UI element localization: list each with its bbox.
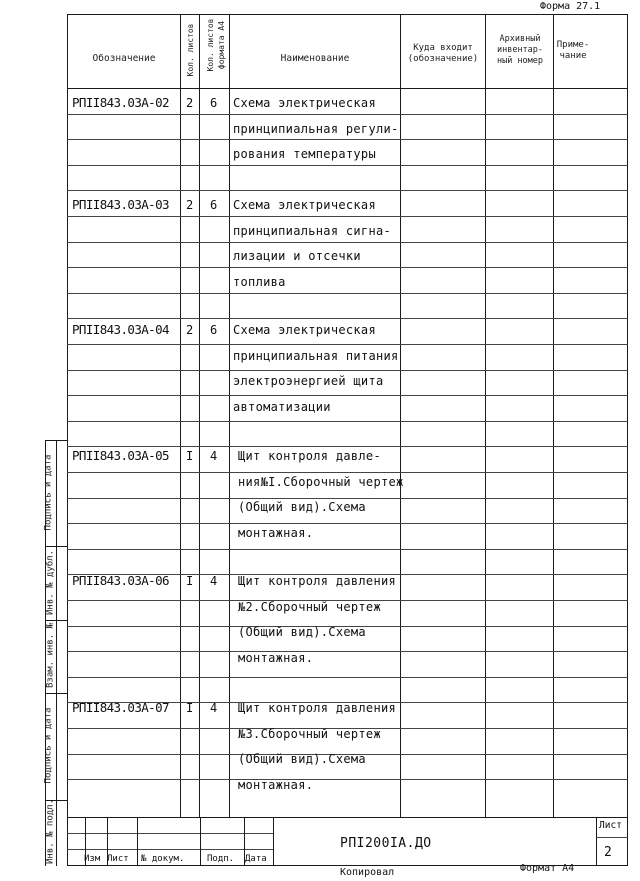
row-sheets: 2 [186, 96, 194, 110]
row-code: РПII843.03А-04 [72, 322, 169, 337]
header-note: Приме- чание [556, 40, 590, 61]
frame-right [627, 14, 628, 866]
row-line [67, 344, 628, 345]
side-sign-date-1: Подпись и дата [43, 454, 54, 531]
row-name-line: (Общий вид).Схема [238, 752, 366, 767]
row-format: 4 [210, 701, 218, 715]
row-sheets: 2 [186, 198, 194, 212]
col-line-6 [553, 14, 554, 817]
tb-row-2 [67, 849, 273, 850]
row-name-line: электроэнергией щита [233, 374, 384, 389]
row-name-line: монтажная. [238, 650, 314, 665]
row-line [67, 651, 628, 652]
row-line [67, 318, 628, 319]
row-name-line: Щит контроля давле- [238, 449, 381, 463]
row-name-line: монтажная. [238, 525, 314, 540]
col-line-3 [229, 14, 230, 817]
row-name-line: Щит контроля давления [238, 574, 397, 588]
row-line [67, 779, 628, 780]
footer-copied: Копировал [340, 867, 395, 878]
row-line [67, 370, 628, 371]
row-name-line: принципиальная питания [233, 348, 399, 363]
row-name-line: (Общий вид).Схема [238, 500, 366, 515]
row-line [67, 242, 628, 243]
row-line [67, 523, 628, 524]
row-line [67, 677, 628, 678]
tb-izm: Изм [84, 854, 101, 864]
row-line [67, 395, 628, 396]
col-line-4 [400, 14, 401, 817]
row-line [67, 293, 628, 294]
row-name-line: (Общий вид).Схема [238, 625, 366, 640]
row-name-line: ния№I.Сборочный чертеж [238, 474, 404, 489]
row-sheets: 2 [186, 323, 194, 337]
row-line [67, 421, 628, 422]
tb-date: Дата [245, 854, 267, 864]
row-format: 6 [210, 323, 218, 337]
header-archive: Архивный инвентар- ный номер [496, 34, 544, 66]
row-name-line: принципиальная сигна- [233, 223, 392, 238]
side-vzam-inv: Взам. инв. № [45, 622, 56, 689]
col-line-1 [180, 14, 181, 817]
title-block-top [67, 817, 628, 818]
row-name-line: принципиальная регули- [233, 121, 399, 136]
header-designation: Обозначение [92, 53, 156, 64]
frame-top [67, 14, 628, 15]
tb-col-sign [200, 817, 201, 866]
row-sheets: I [186, 701, 194, 715]
row-name-line: Схема электрическая [233, 96, 376, 110]
row-name-line: №3.Сборочный чертеж [238, 726, 381, 741]
form-label: Форма 27.1 [540, 1, 601, 12]
tb-col-sheet [596, 817, 597, 866]
side-inv-orig: Инв. № подл. [45, 798, 56, 865]
row-line [67, 114, 628, 115]
tb-sheet-divider [596, 837, 628, 838]
header-format: формата А4 [217, 20, 226, 70]
row-sheets: I [186, 449, 194, 463]
row-format: 6 [210, 198, 218, 212]
footer-format: Формат А4 [520, 863, 575, 874]
row-name-line: Схема электрическая [233, 323, 376, 337]
row-name-line: рования температуры [233, 147, 376, 162]
header-divider [67, 88, 628, 89]
row-line [67, 216, 628, 217]
row-code: РПII843.03А-05 [72, 448, 169, 463]
row-format: 6 [210, 96, 218, 110]
row-format: 4 [210, 574, 218, 588]
row-name-line: автоматизации [233, 399, 331, 414]
row-name-line: Щит контроля давления [238, 701, 397, 715]
row-line [67, 165, 628, 166]
row-name-line: Схема электрическая [233, 198, 376, 212]
row-line [67, 446, 628, 447]
row-code: РПII843.03А-06 [72, 573, 169, 588]
tb-doc-code: РПI200IА.ДО [340, 836, 432, 851]
row-code: РПII843.03А-02 [72, 95, 169, 110]
row-code: РПII843.03А-07 [72, 700, 169, 715]
tb-col-doc [137, 817, 138, 866]
col-line-5 [485, 14, 486, 817]
col-line-2 [199, 14, 200, 817]
frame-left [67, 14, 68, 866]
row-code: РПII843.03А-03 [72, 197, 169, 212]
row-format: 4 [210, 449, 218, 463]
tb-list: Лист [107, 854, 129, 864]
tb-row-1 [67, 833, 273, 834]
tb-signature: Подп. [207, 854, 235, 864]
header-name: Наименование [280, 53, 350, 64]
row-line [67, 267, 628, 268]
tb-doc-no: № докум. [141, 854, 185, 864]
row-line [67, 190, 628, 191]
row-name-line: монтажная. [238, 777, 314, 792]
row-line [67, 139, 628, 140]
tb-sheet-label: Лист [599, 820, 622, 831]
row-name-line: топлива [233, 274, 286, 289]
row-name-line: №2.Сборочный чертеж [238, 599, 381, 614]
side-sign-date-2: Подпись и дата [43, 707, 54, 784]
side-line-1 [45, 440, 67, 441]
tb-sheet-number: 2 [604, 845, 612, 860]
header-format-prefix: Кол. листов [206, 18, 215, 72]
row-sheets: I [186, 574, 194, 588]
row-line [67, 549, 628, 550]
header-destination: Куда входит (обозначение) [407, 43, 479, 64]
side-inv-dup: Инв. № дубл. [45, 549, 56, 616]
header-sheet-count: Кол. листов [186, 23, 195, 77]
row-name-line: лизации и отсечки [233, 249, 361, 264]
tb-col-end [273, 817, 274, 866]
